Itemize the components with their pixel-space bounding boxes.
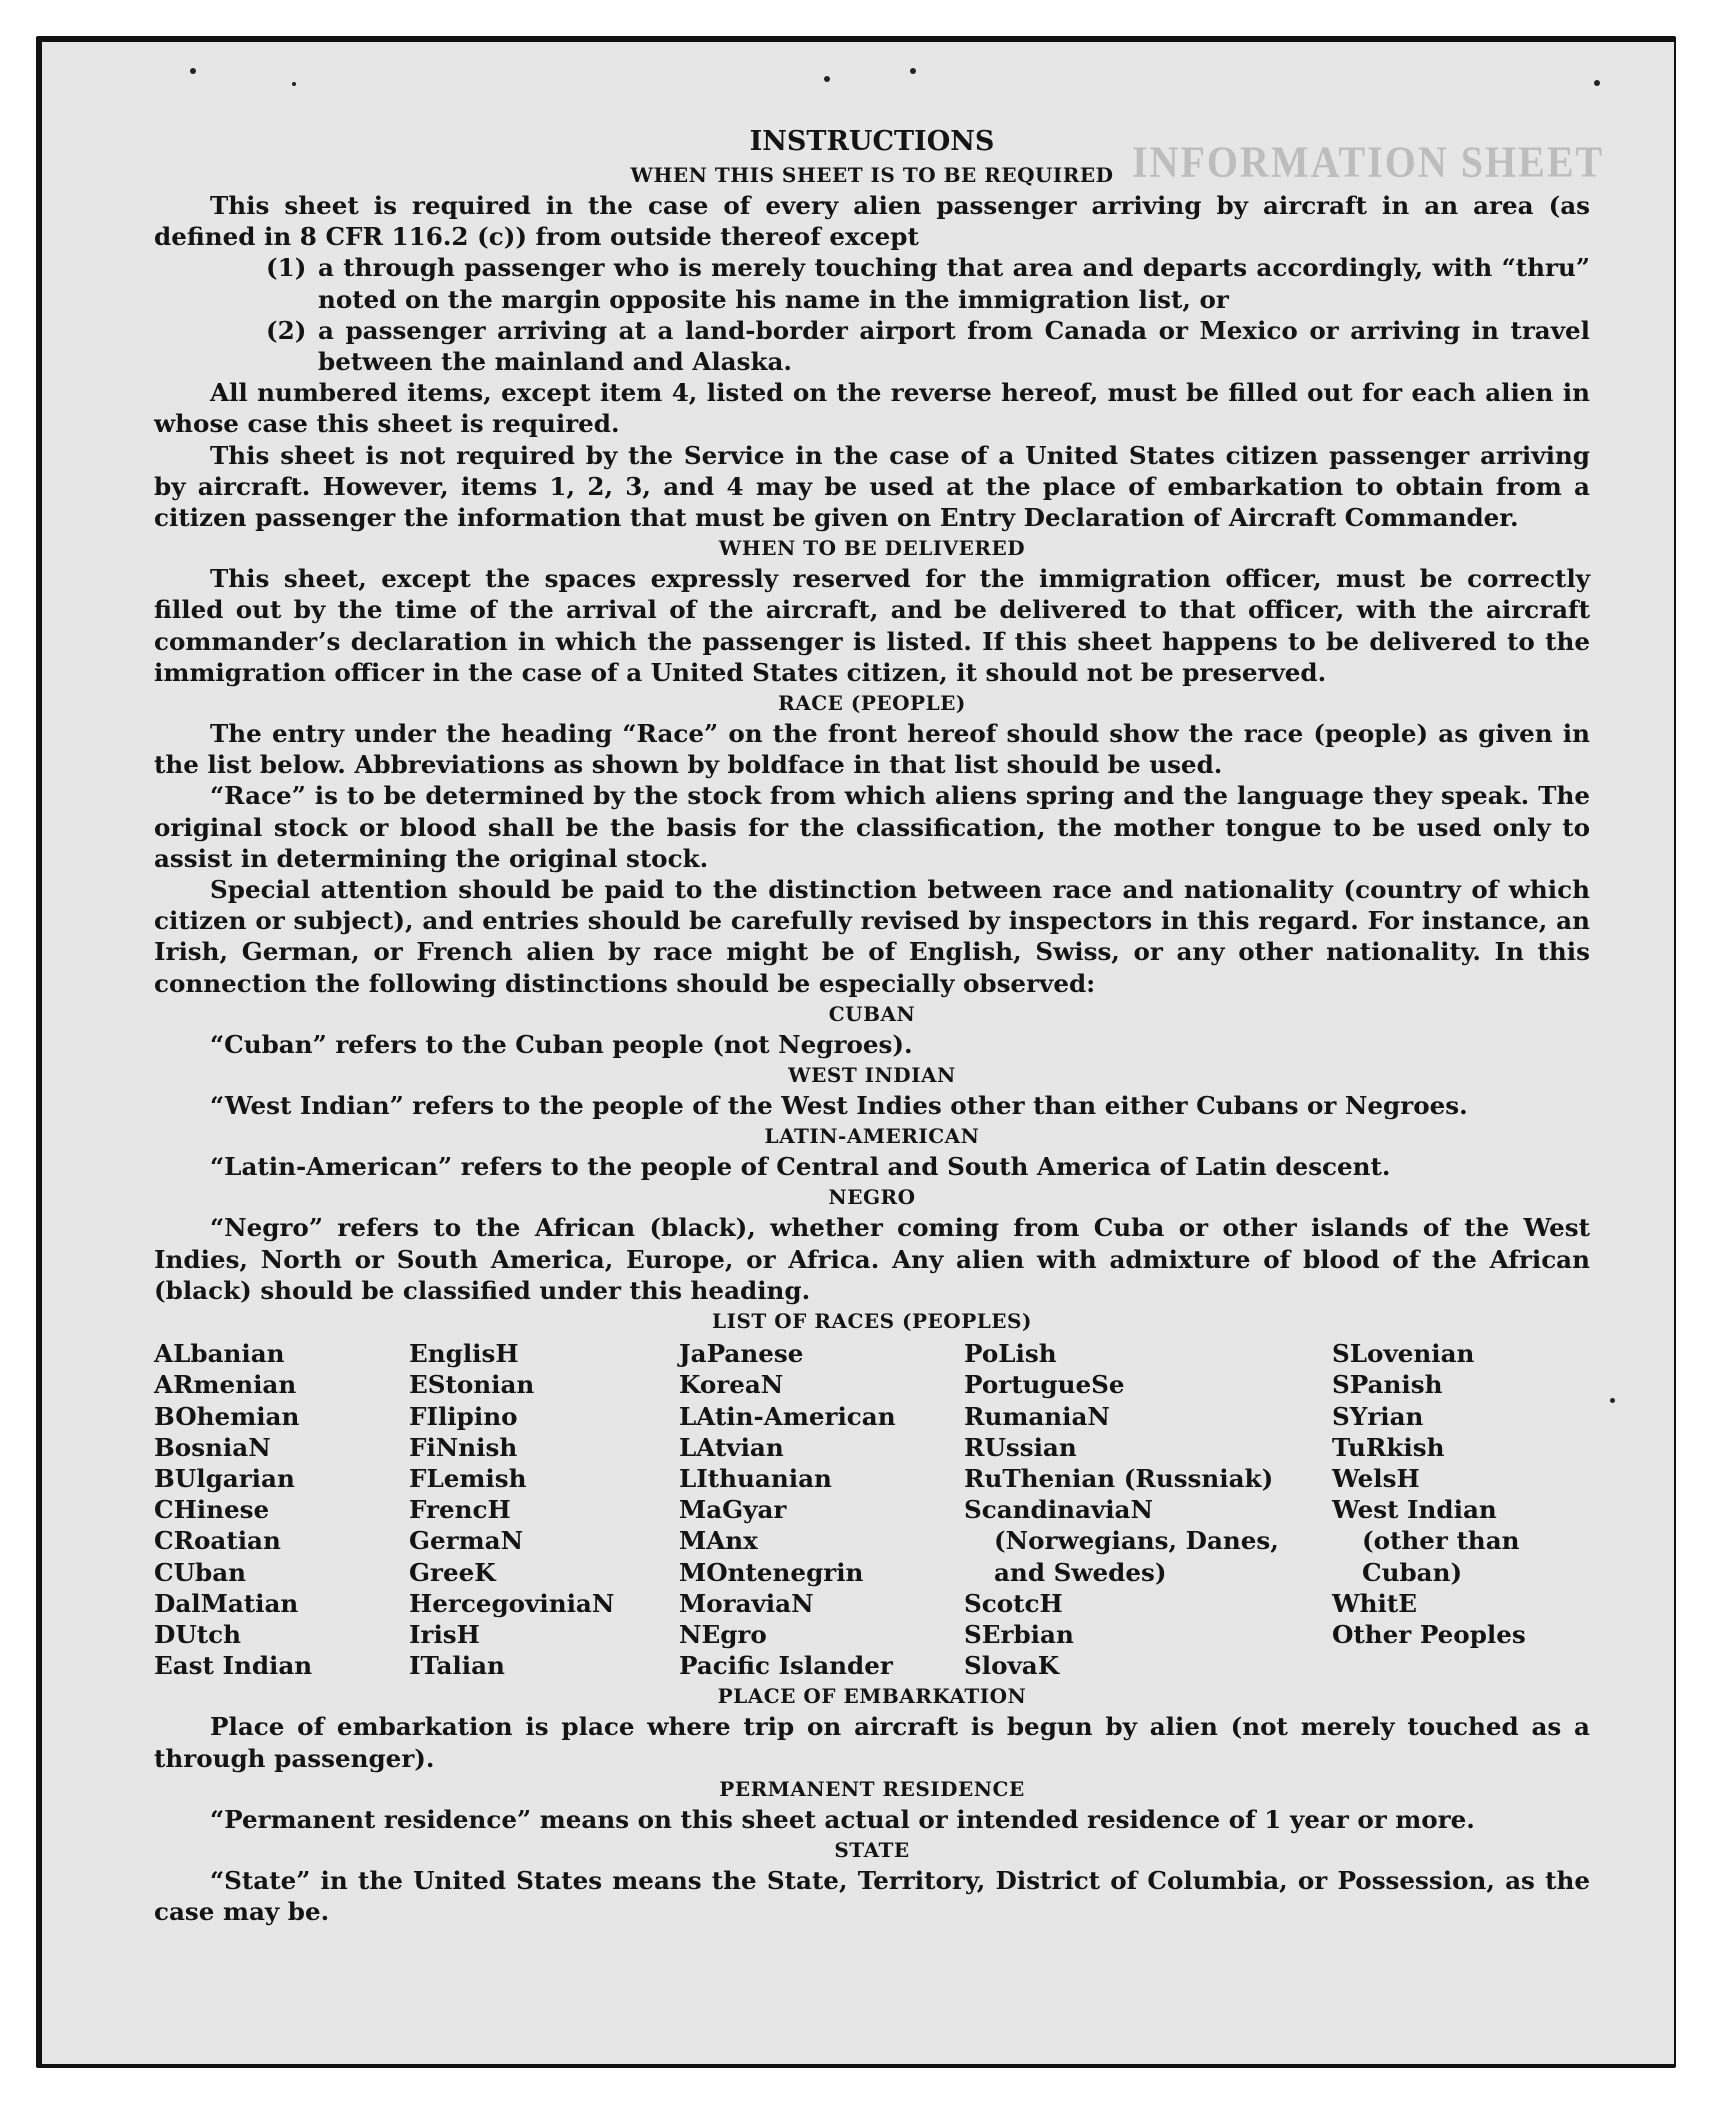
race-entry: FiNnish xyxy=(409,1432,518,1462)
race-entry: RumaniaN xyxy=(964,1401,1110,1431)
race-entry: MAnx xyxy=(679,1526,758,1556)
item-number: (2) xyxy=(266,315,307,345)
race-entry: ALbanian xyxy=(154,1339,285,1369)
races-column xyxy=(409,1338,679,1681)
heading-place-of-embarkation: PLACE OF EMBARKATION xyxy=(717,1684,1027,1709)
races-column xyxy=(154,1338,409,1681)
race-entry: PortugueSe xyxy=(964,1370,1125,1400)
race-entry: ScotcH xyxy=(964,1588,1063,1618)
race-entry: DalMatian xyxy=(154,1588,299,1618)
heading-race: RACE (PEOPLE) xyxy=(778,691,966,716)
race-entry: East Indian xyxy=(154,1651,313,1681)
paragraph: “Race” is to be determined by the stock from which aliens spring and the language they speak. The original stock or blood shall be the basis for the classification, the mother tongue to be used only to assist in determining the original stock. xyxy=(154,781,1590,873)
race-entry: ARmenian xyxy=(154,1370,297,1400)
race-entry: HercegoviniaN xyxy=(409,1588,615,1618)
instructions-body xyxy=(154,124,1590,1927)
heading-negro: NEGRO xyxy=(828,1185,916,1210)
paragraph: All numbered items, except item 4, listed on the reverse hereof, must be filled out for each alien in whose case this sheet is required. xyxy=(154,378,1590,439)
race-entry: FrencH xyxy=(409,1495,511,1525)
paragraph: Place of embarkation is place where trip on aircraft is begun by alien (not merely touched as a through passenger). xyxy=(154,1712,1590,1773)
page-title: INSTRUCTIONS xyxy=(749,126,995,157)
paragraph: “Permanent residence” means on this sheet actual or intended residence of 1 year or more. xyxy=(210,1804,1475,1834)
race-entry: LAtvian xyxy=(679,1432,784,1462)
race-entry: BOhemian xyxy=(154,1401,300,1431)
race-entry: DUtch xyxy=(154,1619,241,1649)
item-text: a through passenger who is merely touching that area and departs accordingly, with “thru” noted on the margin opposite his name in the immigration list, or xyxy=(318,253,1590,314)
paragraph: “Negro” refers to the African (black), whether coming from Cuba or other islands of the West Indies, North or South America, Europe, or Africa. Any alien with admixture of blood of the African (black) should be classified under this heading. xyxy=(154,1213,1590,1305)
race-entry: BUlgarian xyxy=(154,1463,295,1493)
speck xyxy=(190,68,196,74)
speck xyxy=(1610,1398,1615,1403)
race-entry: IrisH xyxy=(409,1619,480,1649)
paragraph: “Latin-American” refers to the people of Central and South America of Latin descent. xyxy=(210,1152,1391,1182)
race-entry: ITalian xyxy=(409,1651,505,1681)
paragraph: The entry under the heading “Race” on the front hereof should show the race (people) as given in the list below. Abbreviations as shown by boldface in that list should be used. xyxy=(154,719,1590,780)
item-text: a passenger arriving at a land-border airport from Canada or Mexico or arriving in travel between the mainland and Alaska. xyxy=(318,315,1590,377)
heading-latin-american: LATIN-AMERICAN xyxy=(764,1124,980,1149)
heading-when-delivered: WHEN TO BE DELIVERED xyxy=(718,536,1026,561)
list-item xyxy=(266,252,1590,314)
race-entry: MaGyar xyxy=(679,1495,787,1525)
race-entry: CRoatian xyxy=(154,1526,281,1556)
paragraph: Special attention should be paid to the distinction between race and nationality (country of which citizen or subject), and entries should be carefully revised by inspectors in this regard. For instance, an Irish, German, or French alien by race might be of English, Swiss, or any other nationality. In this connection the following distinctions should be especially observed: xyxy=(154,875,1590,998)
paragraph: This sheet is not required by the Service in the case of a United States citizen passenger arriving by aircraft. However, items 1, 2, 3, and 4 may be used at the place of embarkation to obtain from a citizen passenger the information that must be given on Entry Declaration of Aircraft Commander. xyxy=(154,440,1590,533)
item-number: (1) xyxy=(266,253,307,283)
speck xyxy=(1594,80,1600,86)
bleed-through-text: INFORMATION SHEET xyxy=(1132,136,1605,187)
list-item xyxy=(266,315,1590,377)
race-entry: PoLish xyxy=(964,1339,1057,1369)
races-column xyxy=(964,1338,1332,1681)
document-page xyxy=(42,42,1674,2064)
race-entry: GreeK xyxy=(409,1557,496,1587)
race-entry: MOntenegrin xyxy=(679,1557,864,1587)
race-entry: SErbian xyxy=(964,1619,1074,1649)
race-entry: RUssian xyxy=(964,1432,1077,1462)
race-entry: FLemish xyxy=(409,1463,527,1493)
heading-permanent-residence: PERMANENT RESIDENCE xyxy=(719,1776,1025,1801)
race-entry: RuThenian (Russniak) xyxy=(964,1463,1274,1493)
race-entry: SYrian xyxy=(1332,1401,1424,1431)
race-entry: FIlipino xyxy=(409,1401,518,1431)
race-entry: CHinese xyxy=(154,1495,270,1525)
races-column xyxy=(1332,1338,1590,1681)
speck xyxy=(910,68,916,74)
race-entry: WhitE xyxy=(1332,1588,1417,1618)
paragraph: “West Indian” refers to the people of the West Indies other than either Cubans or Negroes. xyxy=(210,1091,1468,1121)
heading-when-required: WHEN THIS SHEET IS TO BE REQUIRED xyxy=(630,163,1114,187)
race-entry: SlovaK xyxy=(964,1651,1060,1681)
race-entry: EStonian xyxy=(409,1370,535,1400)
heading-cuban: CUBAN xyxy=(828,1001,916,1026)
race-entry: LAtin-American xyxy=(679,1401,896,1431)
race-entry: EnglisH xyxy=(409,1339,519,1369)
race-entry: Pacific Islander xyxy=(679,1651,893,1681)
race-entry: WelsH xyxy=(1332,1463,1420,1493)
heading-west-indian: WEST INDIAN xyxy=(788,1063,956,1088)
race-entry: Other Peoples xyxy=(1332,1619,1526,1649)
heading-state: STATE xyxy=(834,1837,910,1862)
race-entry: SPanish xyxy=(1332,1370,1443,1400)
race-entry: KoreaN xyxy=(679,1370,784,1400)
race-entry: GermaN xyxy=(409,1526,524,1556)
race-entry: LIthuanian xyxy=(679,1463,832,1493)
race-entry: JaPanese xyxy=(679,1339,804,1369)
race-entry: NEgro xyxy=(679,1619,767,1649)
race-entry: ScandinaviaN (Norwegians, Danes, and Swedes) xyxy=(964,1495,1279,1587)
race-entry: CUban xyxy=(154,1557,247,1587)
race-entry: West Indian (other than Cuban) xyxy=(1332,1495,1520,1587)
heading-list-of-races: LIST OF RACES (PEOPLES) xyxy=(712,1309,1032,1334)
race-entry: BosniaN xyxy=(154,1432,271,1462)
paragraph: “Cuban” refers to the Cuban people (not Negroes). xyxy=(210,1029,913,1059)
race-entry: MoraviaN xyxy=(679,1588,814,1618)
speck xyxy=(292,82,296,86)
race-entry: SLovenian xyxy=(1332,1339,1475,1369)
paragraph: “State” in the United States means the State, Territory, District of Columbia, or Possession, as the case may be. xyxy=(154,1865,1590,1927)
paragraph: This sheet is required in the case of every alien passenger arriving by aircraft in an area (as defined in 8 CFR 116.2 (c)) from outside thereof except xyxy=(154,191,1590,252)
speck xyxy=(824,76,830,82)
paragraph: This sheet, except the spaces expressly reserved for the immigration officer, must be correctly filled out by the time of the arrival of the aircraft, and be delivered to that officer, with the aircraft commander’s declaration in which the passenger is listed. If this sheet happens to be delivered to the immigration officer in the case of a United States citizen, it should not be preserved. xyxy=(154,564,1590,687)
races-table xyxy=(154,1338,1590,1681)
races-column xyxy=(679,1338,964,1681)
race-entry: TuRkish xyxy=(1332,1432,1445,1462)
